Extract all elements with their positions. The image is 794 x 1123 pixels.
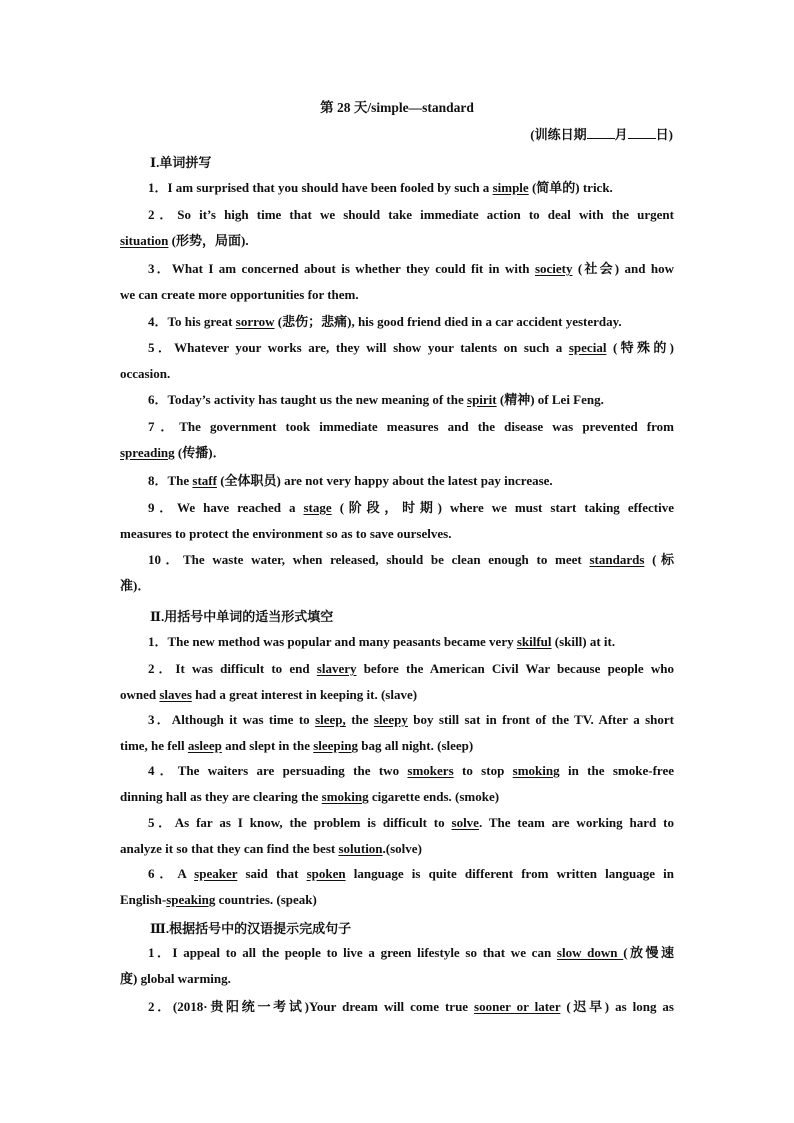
section-heading: Ⅲ.根据括号中的汉语提示完成句子 (150, 921, 352, 936)
list-item: 1．The new method was popular and many peasants became very skilful (skill) at it. (148, 634, 616, 649)
list-item: 8．The staff (全体职员) are not very happy about the latest pay increase. (148, 473, 553, 488)
list-item: 1．I appeal to all the people to live a green lifestyle so that we can slow down (放慢速 度) global warming. (120, 945, 674, 986)
list-item: 5．Whatever your works are, they will show your talents on such a special (特殊的) occasion. (120, 340, 674, 381)
list-item: 7．The government took immediate measures and the disease was prevented from spreading (传播)． (120, 419, 674, 460)
list-item: 3．Although it was time to sleep, the sleepy boy still sat in front of the TV. After a short time, he fell asleep and slept in the sleeping bag all night. (sleep) (120, 712, 674, 753)
list-item: 6．Today’s activity has taught us the new meaning of the spirit (精神) of Lei Feng. (148, 392, 604, 407)
list-item: 1．I am surprised that you should have been fooled by such a simple (简单的) trick. (148, 180, 613, 195)
list-item: 3．What I am concerned about is whether they could fit in with society (社会) and how we can create more opportunities for them. (120, 261, 674, 302)
list-item: 4．To his great sorrow (悲伤；悲痛), his good friend died in a car accident yesterday. (148, 314, 622, 329)
section-heading: Ⅱ.用括号中单词的适当形式填空 (150, 609, 334, 624)
training-date: (训练日期 月 日) (530, 127, 673, 142)
list-item: 2．So it’s high time that we should take immediate action to deal with the urgent situation (形势，局面). (120, 207, 674, 248)
list-item: 6．A speaker said that spoken language is quite different from written language in English-speaking countries. (speak) (120, 866, 675, 907)
list-item: 9．We have reached a stage (阶段，时期) where we must start taking effective measures to protect the environment so as to save ourselves. (120, 500, 674, 541)
list-item: 4．The waiters are persuading the two smokers to stop smoking in the smoke-free dinning hall as they are clearing the smoking cigarette ends. (smoke) (120, 763, 674, 804)
list-item: 10．The waste water, when released, should be clean enough to meet standards (标 准)． (120, 552, 674, 593)
list-item: 5．As far as I know, the problem is difficult to solve. The team are working hard to analyze it so that they can find the best solution.(solve) (120, 815, 674, 856)
list-item: 2．It was difficult to end slavery before the American Civil War because people who owned slaves had a great interest in keeping it. (slave) (120, 661, 674, 702)
page-title: 第 28 天/simple—standard (320, 100, 474, 115)
list-item: 2．(2018·贵阳统一考试)Your dream will come true sooner or later (迟早) as long as (148, 999, 674, 1014)
section-heading: Ⅰ.单词拼写 (150, 155, 212, 170)
